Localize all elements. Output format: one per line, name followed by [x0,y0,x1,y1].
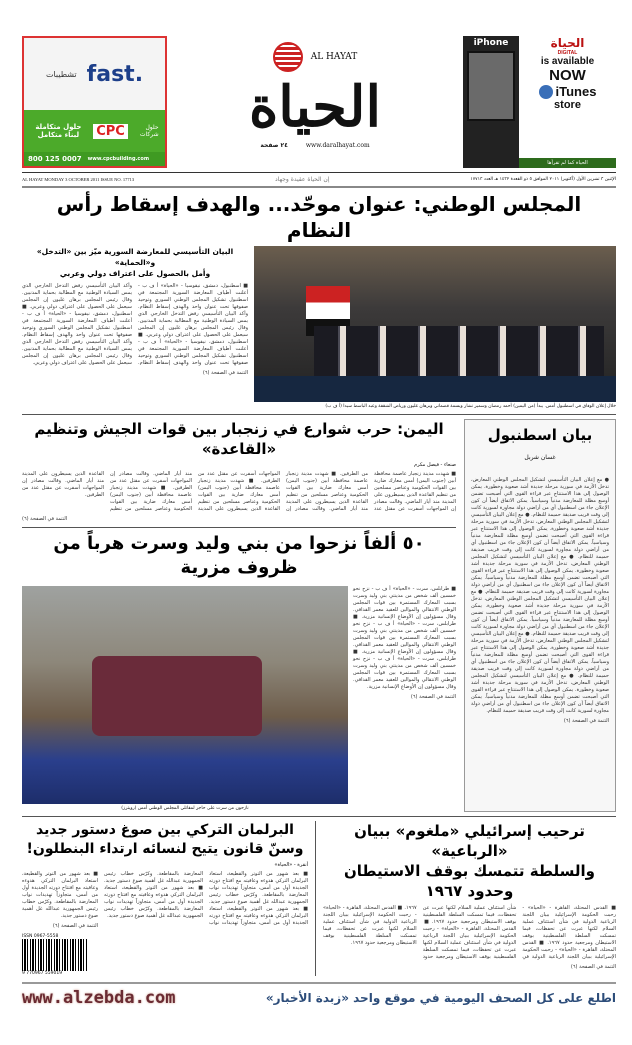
israel-body: ■ القدس المحتلة، القاهرة - «الحياة» - رحبت الحكومة الإسرائيلية ببيان اللجنة الرباعية الدولية في شأن استئناف عملية السلام لكنها عبرت عن تحفظات، فيما تمسكت السلطة الفلسطينية بوقف الاستيطان ومرجعية حدود ١٩٦٧. ■ القدس المحتلة، القاهرة - «الحياة» - رحبت الحكومة الإسرائيلية ببيان اللجنة الرباعية الدولية في شأن استئناف عملية السلام لكنها عبرت عن تحفظات، فيما تمسكت السلطة الفلسطينية بوقف الاستيطان ومرجعية حدود ١٩٦٧. ■ القدس المحتلة، القاهرة - «الحياة» - رحبت الحكومة الإسرائيلية ببيان اللجنة الرباعية الدولية في شأن استئناف عملية السلام لكنها عبرت عن تحفظات، فيما تمسكت السلطة الفلسطينية بوقف الاستيطان ومرجعية حدود ١٩٦٧. ■ القدس المحتلة، القاهرة - «الحياة» - رحبت الحكومة الإسرائيلية ببيان اللجنة الرباعية الدولية في شأن استئناف عملية السلام لكنها عبرت عن تحفظات، فيما تمسكت السلطة الفلسطينية بوقف الاستيطان ومرجعية حدود ١٩٦٧. [323,905,616,960]
sidebar-title: بيان اسطنبول [487,426,593,444]
sidebar-body: ● مع إعلان البيان التأسيسي لتشكيل المجلس الوطني المعارض، تدخل الأزمة في سورية مرحلة جديدة أشد صعوبة وخطورة. يمكن الوصول إلى هذا الاستنتاج عبر قراءة القوى التي أصبحت تضمن أوسع مظلة للمعارضة مدنياً وسياسياً. يمكن الاتفاق أيضاً أن كون الإعلان جاء من اسطنبول أي من أراضي دولة مجاورة لسورية كانت إلى وقت قريب صديقة حميمة للنظام. ● مع إعلان البيان التأسيسي لتشكيل المجلس الوطني المعارض، تدخل الأزمة في سورية مرحلة جديدة أشد صعوبة وخطورة. يمكن الوصول إلى هذا الاستنتاج عبر قراءة القوى التي أصبحت تضمن أوسع مظلة للمعارضة مدنياً وسياسياً. يمكن الاتفاق أيضاً أن كون الإعلان جاء من اسطنبول أي من أراضي دولة مجاورة لسورية كانت إلى وقت قريب صديقة حميمة للنظام. ● مع إعلان البيان التأسيسي لتشكيل المجلس الوطني المعارض، تدخل الأزمة في سورية مرحلة جديدة أشد صعوبة وخطورة. يمكن الوصول إلى هذا الاستنتاج عبر قراءة القوى التي أصبحت تضمن أوسع مظلة للمعارضة مدنياً وسياسياً. يمكن الاتفاق أيضاً أن كون الإعلان جاء من اسطنبول أي من أراضي دولة مجاورة لسورية كانت إلى وقت قريب صديقة حميمة للنظام. ● مع إعلان البيان التأسيسي لتشكيل المجلس الوطني المعارض، تدخل الأزمة في سورية مرحلة جديدة أشد صعوبة وخطورة. يمكن الوصول إلى هذا الاستنتاج عبر قراءة القوى التي أصبحت تضمن أوسع مظلة للمعارضة مدنياً وسياسياً. يمكن الاتفاق أيضاً أن كون الإعلان جاء من اسطنبول أي من أراضي دولة مجاورة لسورية كانت إلى وقت قريب صديقة حميمة للنظام. ● مع إعلان البيان التأسيسي لتشكيل المجلس الوطني المعارض، تدخل الأزمة في سورية مرحلة جديدة أشد صعوبة وخطورة. يمكن الوصول إلى هذا الاستنتاج عبر قراءة القوى التي أصبحت تضمن أوسع مظلة للمعارضة مدنياً وسياسياً. يمكن الاتفاق أيضاً أن كون الإعلان جاء من اسطنبول أي من أراضي دولة مجاورة لسورية كانت إلى وقت قريب صديقة حميمة للنظام. ● مع إعلان البيان التأسيسي لتشكيل المجلس الوطني المعارض، تدخل الأزمة في سورية مرحلة جديدة أشد صعوبة وخطورة. يمكن الوصول إلى هذا الاستنتاج عبر قراءة القوى التي أصبحت تضمن أوسع مظلة للمعارضة مدنياً وسياسياً. يمكن الاتفاق أيضاً أن كون الإعلان جاء من اسطنبول أي من أراضي دولة مجاورة لسورية كانت إلى وقت قريب صديقة حميمة للنظام. [471,477,609,714]
israel-headline-2: والسلطة تتمسك بوقف الاستيطان وحدود ١٩٦٧ [344,862,595,900]
masthead-latin: AL HAYAT [310,52,358,62]
ad-line-available: is available [540,56,595,67]
footer-site-link[interactable]: www.alzebda.com [22,988,176,1008]
ad-tagline: تشطيبات [45,69,77,79]
ad-cpc-side: حلول شركات [139,124,159,138]
libya-body: ■ طرابلس، سرت - «الحياة» أ ف ب - نزح نحو خمسين ألف شخص من مدينتي بني وليد وسرت بسبب المعارك المستمرة بين قوات المجلس الوطني الانتقالي والموالين للعقيد معمر القذافي. وقال مسؤولون إن الأوضاع الإنسانية مزرية. ■ طرابلس، سرت - «الحياة» أ ف ب - نزح نحو خمسين ألف شخص من مدينتي بني وليد وسرت بسبب المعارك المستمرة بين قوات المجلس الوطني الانتقالي والموالين للعقيد معمر القذافي. وقال مسؤولون إن الأوضاع الإنسانية مزرية. ■ طرابلس، سرت - «الحياة» أ ف ب - نزح نحو خمسين ألف شخص من مدينتي بني وليد وسرت بسبب المعارك المستمرة بين قوات المجلس الوطني الانتقالي والموالين للعقيد معمر القذافي. وقال مسؤولون إن الأوضاع الإنسانية مزرية. [353,586,456,690]
lead-photo-block [254,246,616,410]
yemen-headline: اليمن: حرب شوارع في زنجبار بين قوات الجيش وتنظيم «القاعدة» [34,420,444,458]
masthead [175,36,455,168]
turkey-body-col: ■ بعد شهور من التوتر والقطيعة، استعاد البرلمان التركي هدوءه وعافيته مع افتتاح دورته الجديدة أول من أمس، متجاوزاً تهديدات نواب المعارضة بالمقاطعة. وكرّس خطاب رئيس الجمهورية عبدالله غل أهمية صوغ دستور جديد. [22,871,98,919]
sidebar-author: غسان شربل [524,454,556,461]
middle-stories [22,419,456,812]
ad-line-store: store [554,99,581,111]
ad-site: www.cpcbuilding.com [87,156,150,162]
turkey-byline: أنقرة - «الحياة» [274,862,308,868]
lead-photo-caption: خلال إعلان الوفاق في اسطنبول أمس. يبدأ (من اليمين) أحمد رمضان وسمير نشار وبسمة قضماني وبرهان غليون ورياض الشقفة وعبد الباسط سيدا (أ ف ب) [325,404,616,409]
turkey-body: ■ بعد شهور من التوتر والقطيعة، استعاد البرلمان التركي هدوءه وعافيته مع افتتاح دورته الجديدة أول من أمس، متجاوزاً تهديدات نواب المعارضة بالمقاطعة. وكرّس خطاب رئيس الجمهورية عبدالله غل أهمية صوغ دستور جديد. ■ بعد شهور من التوتر والقطيعة، استعاد البرلمان التركي هدوءه وعافيته مع افتتاح دورته الجديدة أول من أمس، متجاوزاً تهديدات نواب المعارضة بالمقاطعة. وكرّس خطاب رئيس الجمهورية عبدالله غل أهمية صوغ دستور جديد. ■ بعد شهور من التوتر والقطيعة، استعاد البرلمان التركي هدوءه وعافيته مع افتتاح دورته الجديدة أول من أمس، متجاوزاً تهديدات نواب المعارضة بالمقاطعة. وكرّس خطاب رئيس الجمهورية عبدالله غل أهمية صوغ دستور جديد. [104,871,308,926]
libya-photo-caption: نازحون من سرت على حاجز لمقاتلي المجلس الوطني أمس (رويترز) [121,806,249,811]
ad-bottom-banner: الحياة كما لم تقرأها [519,158,616,168]
fast-ad[interactable] [22,36,167,168]
israel-continued[interactable]: التتمة في الصفحة (٦) [570,964,616,970]
ad-phone: 800 125 0007 [28,155,82,163]
ad-iphone-title: iPhone [473,38,509,48]
iphone-ad[interactable] [463,36,616,168]
libya-headline: ٥٠ ألفاً نزحوا من بني وليد وسرت هرباً من ظروف مزرية [53,533,425,578]
libya-photo [22,586,348,804]
israel-story [323,821,616,976]
issn: ISSN 0967-5558 [22,934,59,939]
lead-subhead-2: وأمل بالحصول على اعتراف دولي وعربي [59,269,211,278]
ad-green-text: حلول متكاملة لبناء متكامل [35,123,82,139]
barcode-number: 9 770967 559019 [22,971,63,976]
turkey-headline-2: وسنّ قانون يتيح لنسائه ارتداء البنطلون! [26,841,304,857]
lead-continued[interactable]: التتمة في الصفحة (٦) [202,370,248,376]
header [22,36,616,168]
turkey-headline-1: البرلمان التركي بين صوغ دستور جديد [36,822,294,838]
lead-subhead-1: البيان التأسيسي للمعارضة السورية ميّز بين «التدخل» و«الحماية» [36,247,234,267]
sidebar-continued[interactable]: التتمة في الصفحة (٦) [563,718,609,724]
ad-line-now: NOW [549,67,586,84]
ad-digital: DIGITAL [557,50,578,56]
masthead-logo: الحياة [248,74,382,140]
dateline [22,172,616,188]
yemen-byline: صنعاء - فيصل مكرم [414,462,456,468]
lead-photo [254,246,616,402]
masthead-url: www.daralhayat.com [305,142,370,149]
itunes-icon [539,85,553,99]
footer-slogan: اطلع على كل الصحف اليومية في موقع واحد «زبدة الأخبار» [265,991,616,1005]
globe-logo-icon [273,42,303,72]
lead-headline: المجلس الوطني: عنوان موحّد... والهدف إسقاط رأس النظام [56,192,582,242]
dateline-english: AL HAYAT MONDAY 3 OCTOBER 2011 ISSUE NO. 17713 [22,177,135,182]
turkey-continued[interactable]: التتمة في الصفحة (٦) [52,923,98,929]
ad-right-brand: الحياة [550,36,585,50]
libya-continued[interactable]: التتمة في الصفحة (٦) [410,694,456,700]
turkey-story [22,821,308,976]
cpc-logo: CPC [93,124,128,139]
yemen-body: ■ شهدت مدينة زنجبار عاصمة محافظة أبين (جنوب اليمن) أمس معارك ضارية بين القوات الحكومية وعناصر مسلحين من تنظيم القاعدة الذين يسيطرون على المدينة منذ أيار الماضي. وقالت مصادر إن المواجهات أسفرت عن مقتل عدد من الطرفين. ■ شهدت مدينة زنجبار عاصمة محافظة أبين (جنوب اليمن) أمس معارك ضارية بين القوات الحكومية وعناصر مسلحين من تنظيم القاعدة الذين يسيطرون على المدينة منذ أيار الماضي. وقالت مصادر إن المواجهات أسفرت عن مقتل عدد من الطرفين. ■ شهدت مدينة زنجبار عاصمة محافظة أبين (جنوب اليمن) أمس معارك ضارية بين القوات الحكومية وعناصر مسلحين من تنظيم القاعدة الذين يسيطرون على المدينة منذ أيار الماضي. وقالت مصادر إن المواجهات أسفرت عن مقتل عدد من الطرفين. ■ شهدت مدينة زنجبار عاصمة محافظة أبين (جنوب اليمن) أمس معارك ضارية بين القوات الحكومية وعناصر مسلحين من تنظيم القاعدة الذين يسيطرون على المدينة منذ أيار الماضي. وقالت مصادر إن المواجهات أسفرت عن مقتل عدد من الطرفين. [22,471,456,512]
lead-body: ■ اسطنبول، دمشق، نيقوسيا - «الحياة» أ ف ب - أعلنت أطياف المعارضة السورية المجتمعة في اسطنبول تشكيل المجلس الوطني السوري وتوحيد صفوفها تحت عنوان واحد والهدف إسقاط النظام. وأكد البيان التأسيسي رفض التدخل الخارجي الذي يمس السيادة الوطنية مع المطالبة بحماية المدنيين. وقال رئيس المجلس برهان غليون إن المجلس سيعمل على الحصول على اعتراف دولي وعربي. ■ اسطنبول، دمشق، نيقوسيا - «الحياة» أ ف ب - أعلنت أطياف المعارضة السورية المجتمعة في اسطنبول تشكيل المجلس الوطني السوري وتوحيد صفوفها تحت عنوان واحد والهدف إسقاط النظام. وأكد البيان التأسيسي رفض التدخل الخارجي الذي يمس السيادة الوطنية مع المطالبة بحماية المدنيين. وقال رئيس المجلس برهان غليون إن المجلس سيعمل على الحصول على اعتراف دولي وعربي. ■ اسطنبول، دمشق، نيقوسيا - «الحياة» أ ف ب - أعلنت أطياف المعارضة السورية المجتمعة في اسطنبول تشكيل المجلس الوطني السوري وتوحيد صفوفها تحت عنوان واحد والهدف إسقاط النظام. وأكد البيان التأسيسي رفض التدخل الخارجي الذي يمس السيادة الوطنية مع المطالبة بحماية المدنيين. وقال رئيس المجلس برهان غليون إن المجلس سيعمل على الحصول على اعتراف دولي وعربي. [22,283,248,366]
ad-line-itunes: iTunes [555,84,597,99]
barcode [22,939,88,971]
masthead-motto: إن الحياة عقيدة وجهاد [274,176,330,183]
lead-text-column [22,246,248,410]
page-count: ٢٤ صفحة [260,142,288,149]
israel-headline-1: ترحيب إسرائيلي «ملغوم» ببيان «الرباعية» [354,822,585,860]
yemen-continued[interactable]: التتمة في الصفحة (٦) [22,516,68,522]
dateline-arabic: الإثنين ٣ تشرين الأول (أكتوبر) ٢٠١١ الموافق ٥ ذو القعدة ١٤٣٢ هـ العدد ١٧٧١٣ [470,177,616,182]
sidebar-box [464,419,616,812]
ad-brand: fast. [86,61,144,87]
footer [22,982,616,1008]
